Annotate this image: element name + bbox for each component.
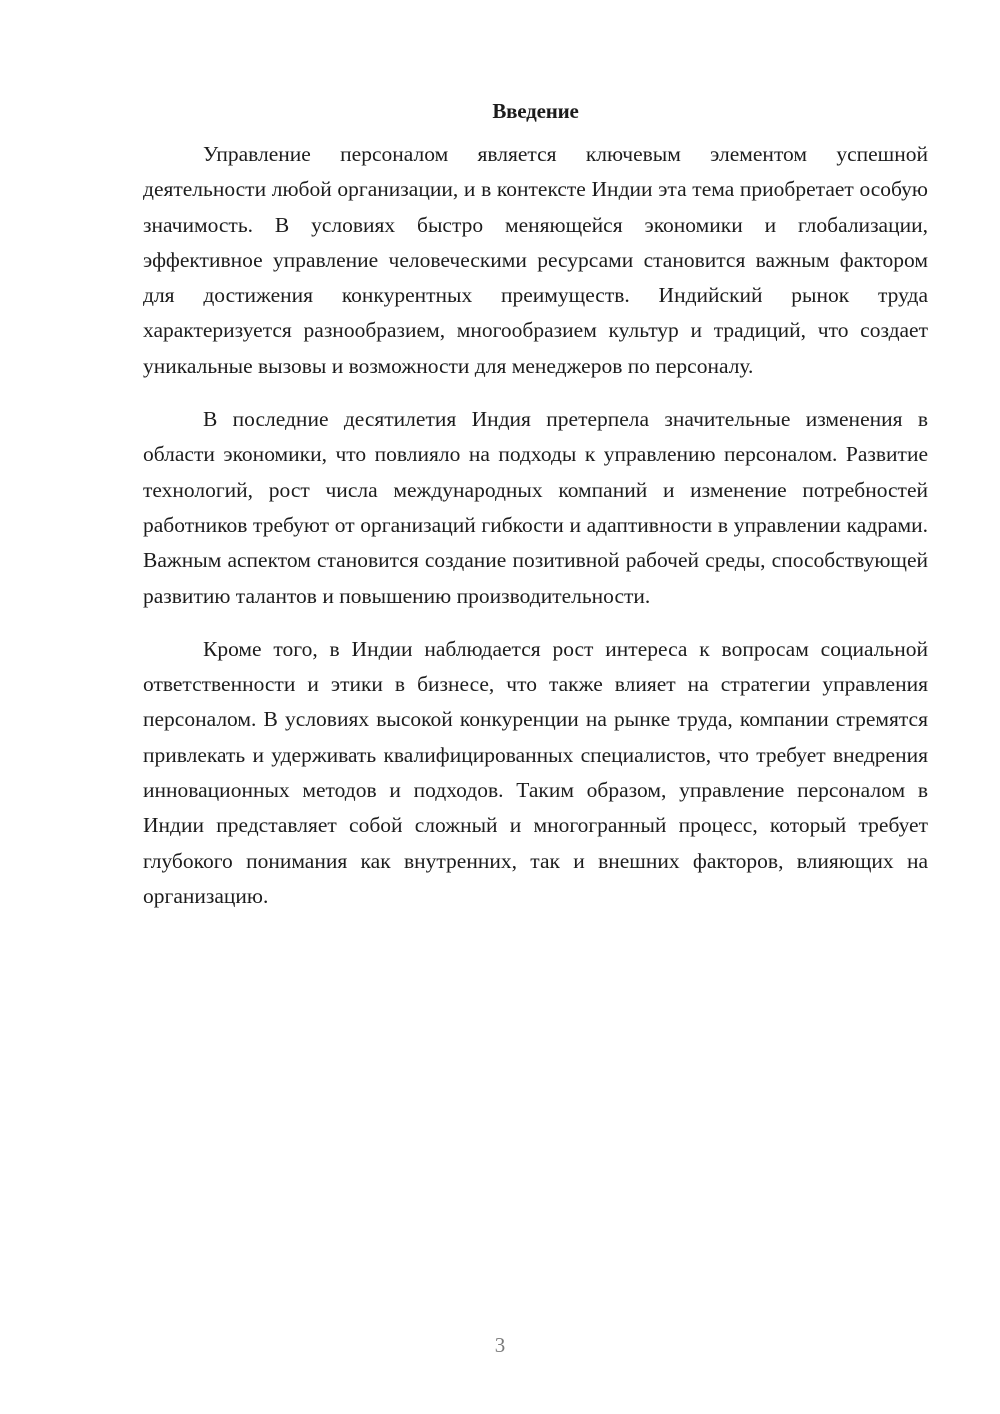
paragraph-2: В последние десятилетия Индия претерпела значительные изменения в области экономики, что повлияло на подходы к управлению персоналом. Развитие технологий, рост числа международных компаний и изменение потребностей работников требуют от организаций гибкости и адаптивности в управлении кадрами. Важным аспектом становится создание позитивной рабочей среды, способствующей развитию талантов и повышению производительности. <box>143 407 928 608</box>
page-content <box>143 92 928 932</box>
paragraph-1: Управление персоналом является ключевым элементом успешной деятельности любой организации, и в контексте Индии эта тема приобретает особую значимость. В условиях быстро меняющейся экономики и глобализации, эффективное управление человеческими ресурсами становится важным фактором для достижения конкурентных преимуществ. Индийский рынок труда характеризуется разнообразием, многообразием культур и традиций, что создает уникальные вызовы и возможности для менеджеров по персоналу. <box>143 142 928 378</box>
page-number: 3 <box>494 1333 506 1357</box>
section-heading: Введение <box>492 99 579 123</box>
paragraph-3: Кроме того, в Индии наблюдается рост интереса к вопросам социальной ответственности и этики в бизнесе, что также влияет на стратегии управления персоналом. В условиях высокой конкуренции на рынке труда, компании стремятся привлекать и удерживать квалифицированных специалистов, что требует внедрения инновационных методов и подходов. Таким образом, управление персоналом в Индии представляет собой сложный и многогранный процесс, который требует глубокого понимания как внутренних, так и внешних факторов, влияющих на организацию. <box>143 636 928 908</box>
